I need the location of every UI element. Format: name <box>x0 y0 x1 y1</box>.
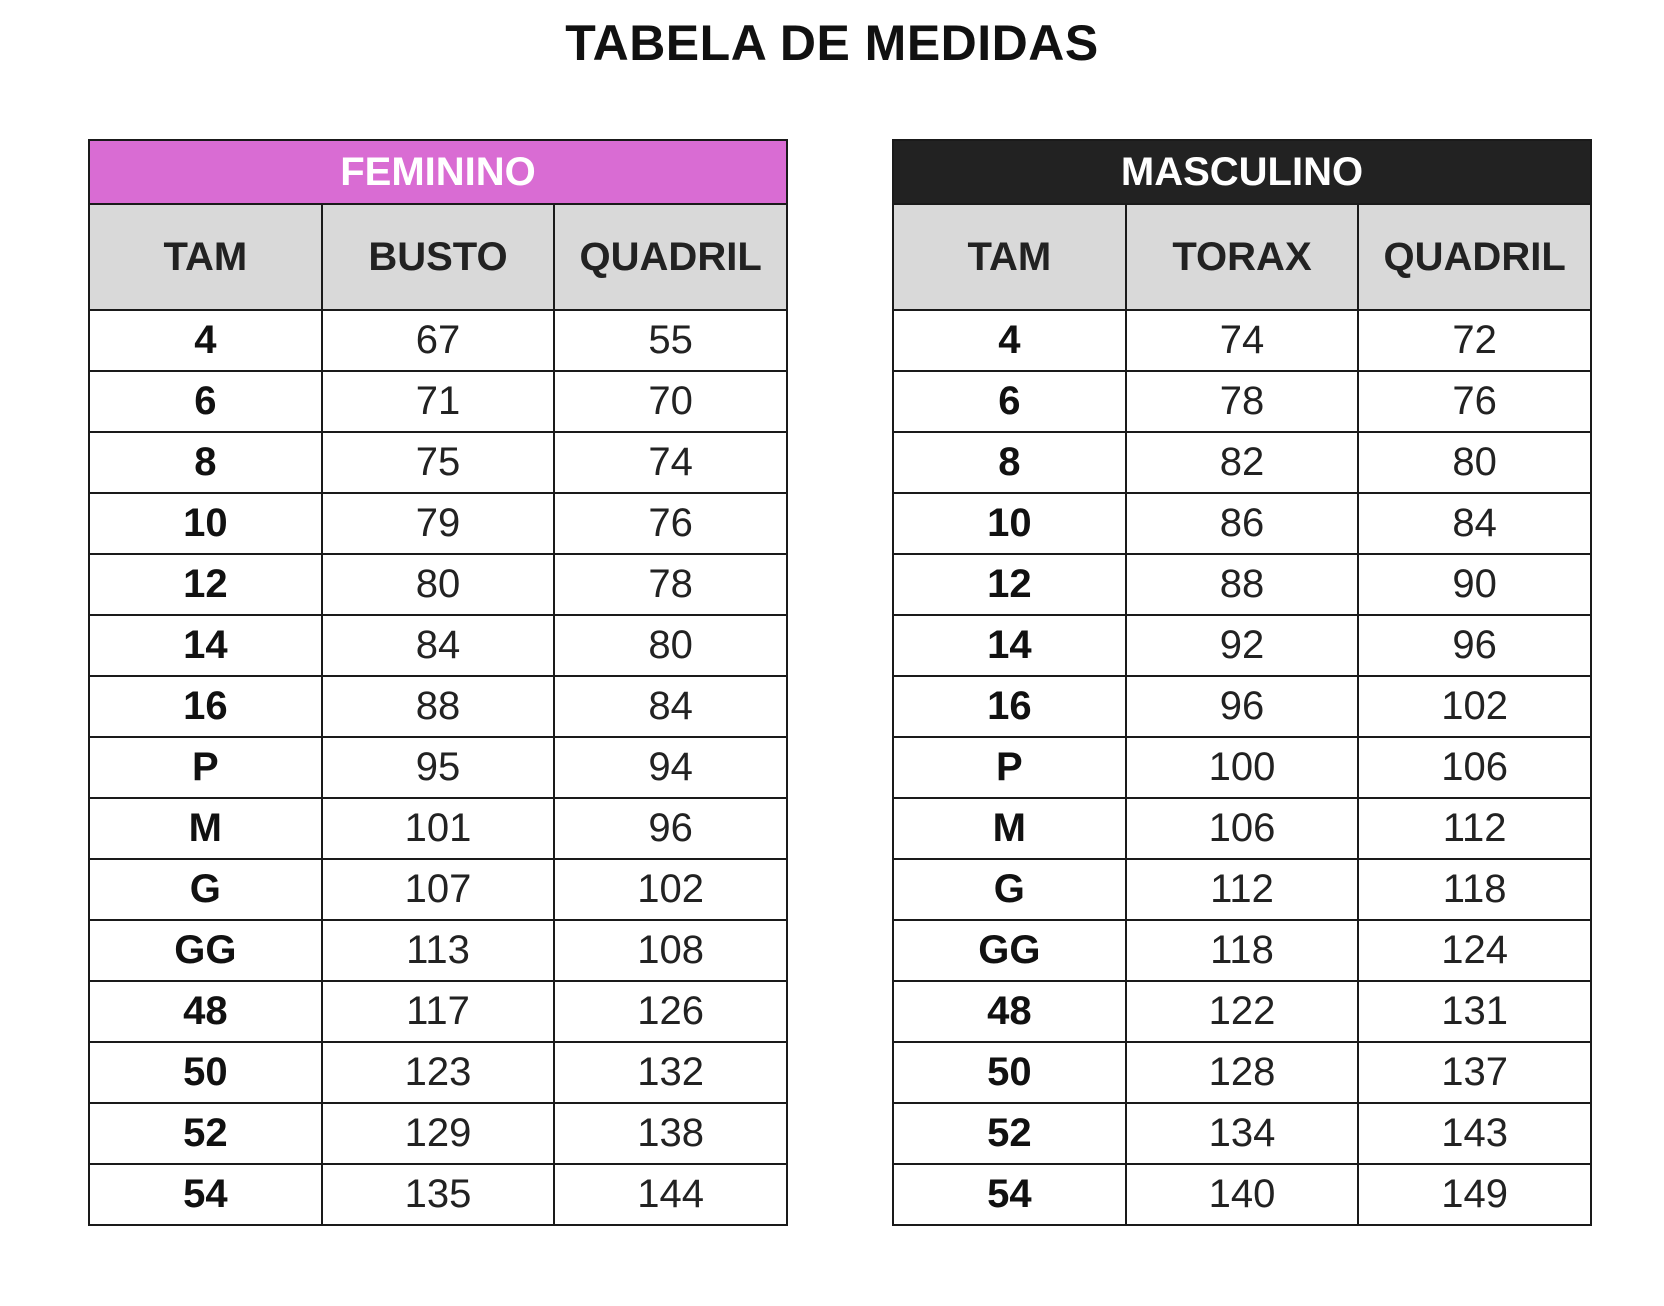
table-row <box>89 554 787 615</box>
measure-cell-2: 112 <box>1358 798 1591 859</box>
size-cell: 16 <box>893 676 1126 737</box>
measure-cell-1: 122 <box>1126 981 1359 1042</box>
table-row <box>89 676 787 737</box>
size-cell: 52 <box>89 1103 322 1164</box>
size-cell: GG <box>893 920 1126 981</box>
measure-cell-2: 84 <box>554 676 787 737</box>
measure-cell-2: 96 <box>1358 615 1591 676</box>
size-cell: 10 <box>89 493 322 554</box>
measure-cell-1: 88 <box>322 676 555 737</box>
size-cell: 48 <box>893 981 1126 1042</box>
size-cell: 52 <box>893 1103 1126 1164</box>
table-row <box>893 676 1591 737</box>
measure-cell-2: 84 <box>1358 493 1591 554</box>
measure-cell-1: 113 <box>322 920 555 981</box>
measure-cell-2: 143 <box>1358 1103 1591 1164</box>
measure-cell-1: 117 <box>322 981 555 1042</box>
measure-cell-1: 106 <box>1126 798 1359 859</box>
measure-cell-1: 95 <box>322 737 555 798</box>
measure-cell-2: 72 <box>1358 310 1591 371</box>
table-row <box>893 737 1591 798</box>
column-header-busto: BUSTO <box>322 204 555 310</box>
measure-cell-2: 132 <box>554 1042 787 1103</box>
measure-cell-2: 76 <box>1358 371 1591 432</box>
table-row <box>893 554 1591 615</box>
table-row <box>893 432 1591 493</box>
size-cell: 10 <box>893 493 1126 554</box>
measure-cell-2: 131 <box>1358 981 1591 1042</box>
group-header-feminino: FEMININO <box>89 140 787 204</box>
column-header-row <box>89 204 787 310</box>
table-row <box>893 1164 1591 1225</box>
size-cell: P <box>893 737 1126 798</box>
size-cell: 16 <box>89 676 322 737</box>
measure-cell-1: 92 <box>1126 615 1359 676</box>
measure-cell-1: 84 <box>322 615 555 676</box>
table-row <box>893 1103 1591 1164</box>
table-row <box>89 859 787 920</box>
group-header-row <box>89 140 787 204</box>
table-row <box>89 432 787 493</box>
measure-cell-2: 118 <box>1358 859 1591 920</box>
measure-cell-2: 96 <box>554 798 787 859</box>
table-row <box>89 615 787 676</box>
column-header-row <box>893 204 1591 310</box>
measure-cell-2: 137 <box>1358 1042 1591 1103</box>
size-cell: M <box>893 798 1126 859</box>
measure-cell-1: 88 <box>1126 554 1359 615</box>
measure-cell-2: 74 <box>554 432 787 493</box>
table-row <box>89 1042 787 1103</box>
size-cell: 8 <box>89 432 322 493</box>
group-header-masculino: MASCULINO <box>893 140 1591 204</box>
measure-cell-2: 102 <box>554 859 787 920</box>
table-row <box>893 798 1591 859</box>
measure-cell-2: 76 <box>554 493 787 554</box>
measure-cell-2: 78 <box>554 554 787 615</box>
column-header-tam: TAM <box>89 204 322 310</box>
column-header-torax: TORAX <box>1126 204 1359 310</box>
measure-cell-1: 79 <box>322 493 555 554</box>
table-row <box>893 493 1591 554</box>
measure-cell-1: 101 <box>322 798 555 859</box>
size-cell: 54 <box>89 1164 322 1225</box>
measure-cell-2: 80 <box>554 615 787 676</box>
table-row <box>893 920 1591 981</box>
measure-cell-1: 78 <box>1126 371 1359 432</box>
measure-cell-1: 129 <box>322 1103 555 1164</box>
size-cell: G <box>893 859 1126 920</box>
measure-cell-2: 90 <box>1358 554 1591 615</box>
column-header-tam: TAM <box>893 204 1126 310</box>
table-row <box>89 310 787 371</box>
size-cell: 14 <box>89 615 322 676</box>
measure-cell-1: 86 <box>1126 493 1359 554</box>
size-cell: M <box>89 798 322 859</box>
table-row <box>893 371 1591 432</box>
size-cell: 4 <box>893 310 1126 371</box>
measure-cell-2: 106 <box>1358 737 1591 798</box>
size-cell: 50 <box>893 1042 1126 1103</box>
size-cell: 14 <box>893 615 1126 676</box>
column-header-quadril: QUADRIL <box>1358 204 1591 310</box>
measure-cell-1: 75 <box>322 432 555 493</box>
size-cell: GG <box>89 920 322 981</box>
feminino-size-table <box>88 139 788 1226</box>
table-row <box>89 920 787 981</box>
measure-cell-2: 70 <box>554 371 787 432</box>
measure-cell-2: 144 <box>554 1164 787 1225</box>
table-row <box>89 798 787 859</box>
measure-cell-1: 112 <box>1126 859 1359 920</box>
group-header-row <box>893 140 1591 204</box>
size-cell: 12 <box>893 554 1126 615</box>
column-header-quadril: QUADRIL <box>554 204 787 310</box>
table-row <box>89 493 787 554</box>
table-row <box>89 1103 787 1164</box>
measure-cell-2: 102 <box>1358 676 1591 737</box>
table-row <box>893 615 1591 676</box>
size-cell: P <box>89 737 322 798</box>
table-row <box>893 859 1591 920</box>
measure-cell-1: 123 <box>322 1042 555 1103</box>
measure-cell-1: 128 <box>1126 1042 1359 1103</box>
measure-cell-1: 71 <box>322 371 555 432</box>
size-cell: 6 <box>893 371 1126 432</box>
measure-cell-1: 100 <box>1126 737 1359 798</box>
measure-cell-2: 55 <box>554 310 787 371</box>
measure-cell-2: 149 <box>1358 1164 1591 1225</box>
measure-cell-2: 94 <box>554 737 787 798</box>
measure-cell-1: 135 <box>322 1164 555 1225</box>
size-cell: G <box>89 859 322 920</box>
size-cell: 54 <box>893 1164 1126 1225</box>
feminino-table-body <box>89 310 787 1225</box>
measure-cell-1: 96 <box>1126 676 1359 737</box>
table-row <box>89 1164 787 1225</box>
masculino-table-body <box>893 310 1591 1225</box>
measure-cell-1: 67 <box>322 310 555 371</box>
measure-cell-2: 138 <box>554 1103 787 1164</box>
masculino-size-table <box>892 139 1592 1226</box>
measure-cell-1: 118 <box>1126 920 1359 981</box>
table-row <box>893 310 1591 371</box>
measure-cell-2: 108 <box>554 920 787 981</box>
measure-cell-1: 140 <box>1126 1164 1359 1225</box>
measure-cell-1: 74 <box>1126 310 1359 371</box>
measure-cell-2: 80 <box>1358 432 1591 493</box>
size-cell: 50 <box>89 1042 322 1103</box>
size-cell: 6 <box>89 371 322 432</box>
size-cell: 12 <box>89 554 322 615</box>
size-cell: 8 <box>893 432 1126 493</box>
table-row <box>89 981 787 1042</box>
page-title: TABELA DE MEDIDAS <box>565 15 1099 71</box>
measure-cell-2: 126 <box>554 981 787 1042</box>
measure-cell-1: 82 <box>1126 432 1359 493</box>
measure-cell-2: 124 <box>1358 920 1591 981</box>
measure-cell-1: 107 <box>322 859 555 920</box>
table-row <box>893 1042 1591 1103</box>
table-row <box>893 981 1591 1042</box>
measure-cell-1: 80 <box>322 554 555 615</box>
table-row <box>89 371 787 432</box>
table-row <box>89 737 787 798</box>
size-cell: 4 <box>89 310 322 371</box>
measure-cell-1: 134 <box>1126 1103 1359 1164</box>
size-cell: 48 <box>89 981 322 1042</box>
